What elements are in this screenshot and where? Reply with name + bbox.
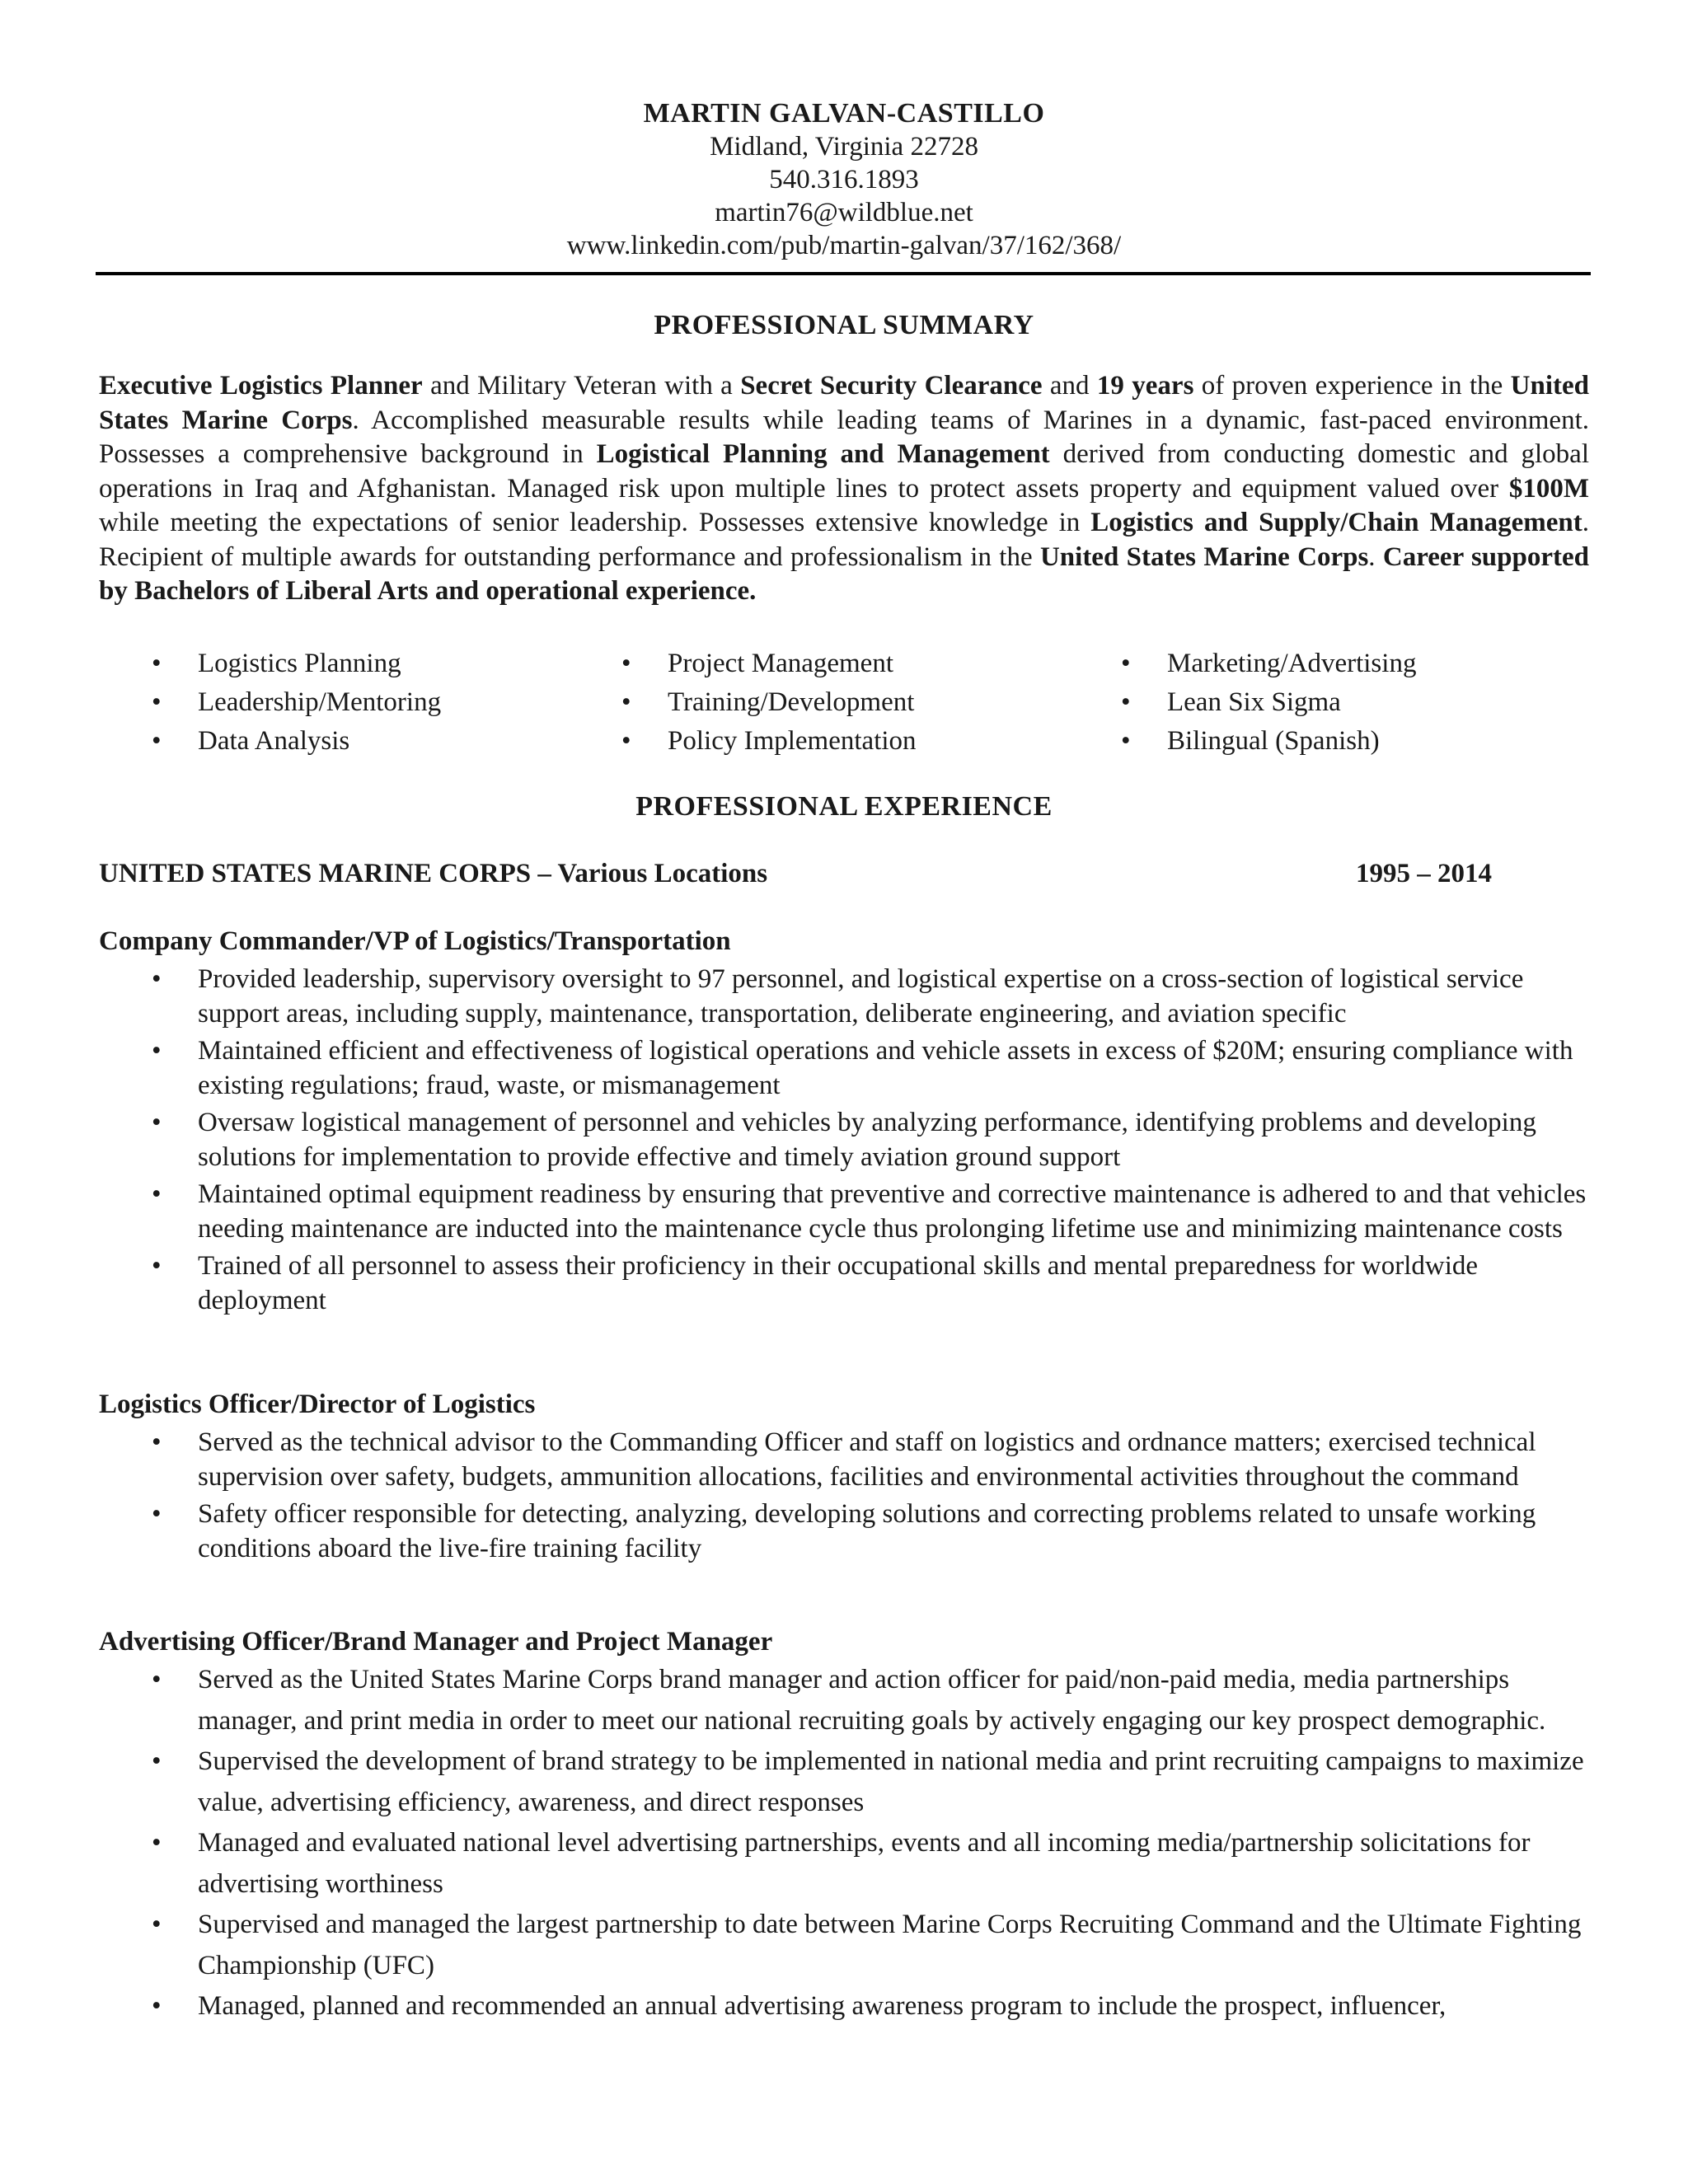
role-title: Logistics Officer/Director of Logistics [99, 1390, 536, 1419]
skill-item: • Bilingual (Spanish) [1167, 722, 1416, 761]
bullet-item: • Supervised the development of brand strategy to be implemented in national media and print recruiting campaigns to maximize value, advertising efficiency, awareness, and direct responses [198, 1741, 1591, 1823]
bullet-item: • Managed, planned and recommended an annual advertising awareness program to include the prospect, influencer, [198, 1986, 1591, 2027]
role-title: Company Commander/VP of Logistics/Transportation [99, 926, 731, 956]
bullet-item: • Trained of all personnel to assess their proficiency in their occupational skills and mental preparedness for worldwide deployment [198, 1249, 1591, 1318]
summary-text: . [1368, 541, 1383, 572]
role-bullets [198, 1426, 1591, 1569]
bullet-item: • Provided leadership, supervisory oversight to 97 personnel, and logistical expertise on a cross-section of logistical service support areas, including supply, maintenance, transportation, deliberate engineering, and aviation specific [198, 963, 1591, 1031]
summary-highlight: Executive Logistics Planner [99, 371, 423, 401]
summary-highlight: $100M [1508, 473, 1589, 504]
summary-highlight: Logistical Planning and Management [596, 439, 1050, 469]
skill-item: • Logistics Planning [198, 644, 441, 683]
summary-highlight: Secret Security Clearance [740, 371, 1043, 401]
employment-dates: 1995 – 2014 [1356, 859, 1492, 888]
employer-name: UNITED STATES MARINE CORPS – Various Locations [99, 859, 768, 888]
summary-highlight: United States Marine Corps [1039, 541, 1369, 572]
bullet-item: • Served as the United States Marine Corps brand manager and action officer for paid/non-paid media, media partnerships manager, and print media in order to meet our national recruiting goals by actively engaging our key prospect demographic. [198, 1660, 1591, 1741]
summary-highlight: 19 years [1096, 371, 1194, 401]
bullet-item: • Supervised and managed the largest partnership to date between Marine Corps Recruiting Command and the Ultimate Fighting Championship (UFC) [198, 1905, 1591, 1986]
bullet-item: • Maintained efficient and effectiveness of logistical operations and vehicle assets in excess of $20M; ensuring compliance with existing regulations; fraud, waste, or mismanagement [198, 1034, 1591, 1103]
summary-text: . Recipient of multiple awards for outstanding performance and professionalism in the [99, 508, 1589, 572]
bullet-item: • Oversaw logistical management of personnel and vehicles by analyzing performance, identifying problems and developing solutions for implementation to provide effective and timely aviation ground support [198, 1106, 1591, 1174]
summary-highlight: Career supported by Bachelors of Liberal Arts and operational experience. [99, 541, 1589, 606]
email: martin76@wildblue.net [715, 198, 973, 227]
summary-highlight: Logistics and Supply/Chain Management [1090, 508, 1582, 537]
location: Midland, Virginia 22728 [710, 132, 978, 162]
summary-heading: PROFESSIONAL SUMMARY [654, 310, 1034, 340]
summary-paragraph [99, 369, 1589, 609]
role-title: Advertising Officer/Brand Manager and Project Manager [99, 1627, 773, 1657]
bullet-item: • Maintained optimal equipment readiness by ensuring that preventive and corrective maintenance is adhered to and that vehicles needing maintenance are inducted into the maintenance cycle thus prolonging lifetime use and minimizing maintenance costs [198, 1178, 1591, 1246]
summary-text: of proven experience in the [1193, 371, 1511, 401]
experience-heading: PROFESSIONAL EXPERIENCE [635, 791, 1053, 822]
bullet-item: • Served as the technical advisor to the Commanding Officer and staff on logistics and ordnance matters; exercised technical supervision over safety, budgets, ammunition allocations, facilities and environmental activities throughout the command [198, 1426, 1591, 1494]
bullet-item: • Managed and evaluated national level advertising partnerships, events and all incoming media/partnership solicitations for advertising worthiness [198, 1823, 1591, 1905]
skill-item: • Lean Six Sigma [1167, 683, 1416, 722]
skills-column-2 [668, 644, 917, 761]
summary-text: and [1042, 371, 1097, 401]
header-divider [96, 272, 1591, 275]
candidate-name: MARTIN GALVAN-CASTILLO [643, 98, 1045, 129]
skill-item: • Training/Development [668, 683, 917, 722]
summary-text: derived from conducting domestic and global operations in Iraq and Afghanistan. Managed risk upon multiple lines to protect assets property and equipment valued over [99, 439, 1589, 504]
skills-column-1 [198, 644, 441, 761]
summary-text: . Accomplished measurable results while leading teams of Marines in a dynamic, fast-paced environment. Possesses a comprehensive background in [99, 405, 1589, 469]
phone: 540.316.1893 [769, 165, 919, 194]
skill-item: • Project Management [668, 644, 917, 683]
summary-highlight: United States Marine Corps [99, 371, 1589, 435]
skill-item: • Data Analysis [198, 722, 441, 761]
bullet-item: • Safety officer responsible for detecting, analyzing, developing solutions and correcting problems related to unsafe working conditions aboard the live-fire training facility [198, 1497, 1591, 1566]
role-bullets [198, 963, 1591, 1321]
role-bullets [198, 1660, 1591, 2027]
summary-text: and Military Veteran with a [422, 371, 741, 401]
employer-line [99, 859, 1492, 889]
skill-item: • Leadership/Mentoring [198, 683, 441, 722]
summary-text: while meeting the expectations of senior leadership. Possesses extensive knowledge in [99, 508, 1091, 537]
contact-header [0, 97, 1688, 262]
linkedin-url: www.linkedin.com/pub/martin-galvan/37/162/368/ [566, 231, 1122, 260]
skill-item: • Policy Implementation [668, 722, 917, 761]
skills-column-3 [1167, 644, 1416, 761]
skill-item: • Marketing/Advertising [1167, 644, 1416, 683]
